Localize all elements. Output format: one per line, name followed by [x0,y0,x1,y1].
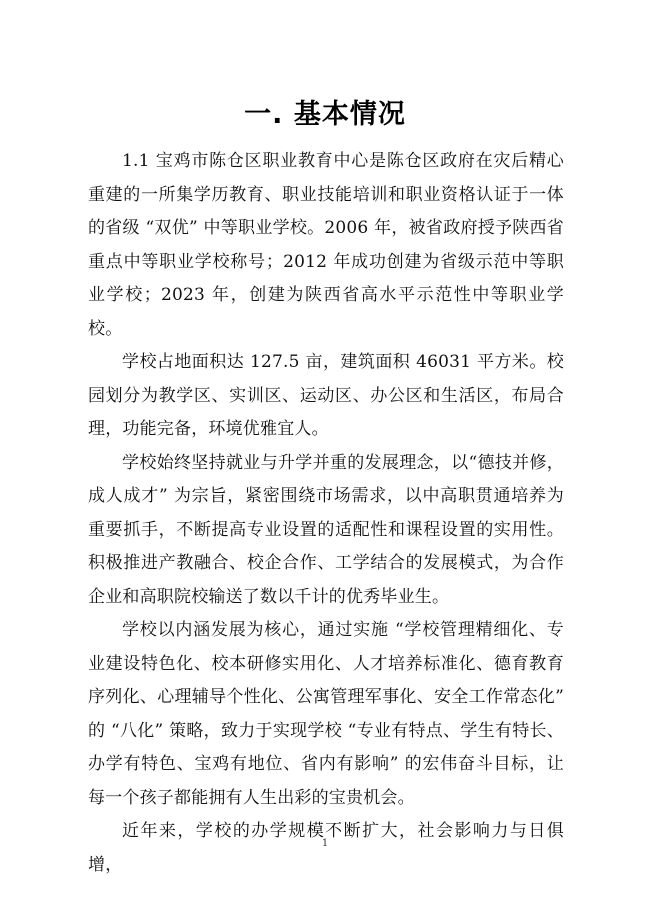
section-title: 一. 基本情况 [244,99,406,130]
body-text [88,145,564,882]
page-number: 1 [321,838,329,849]
paragraph-intro: 1.1 宝鸡市陈仓区职业教育中心是陈仓区政府在灾后精心重建的一所集学历教育、职业技能培训和职业资格认证于一体的省级 “双优” 中等职业学校。2006 年，被省政府授予陕西省重点中等职业学校称号；2012 年成功创建为省级示范中等职业学校；2023 年，创建为陕西省高水平示范性中等职业学校。 [88,151,564,339]
paragraph-philosophy: 学校始终坚持就业与升学并重的发展理念，以“德技并修，成人成才” 为宗旨，紧密围绕市场需求，以中高职贯通培养为重要抓手，不断提高专业设置的适配性和课程设置的实用性。积极推进产教融合、校企合作、工学结合的发展模式，为合作企业和高职院校输送了数以千计的优秀毕业生。 [88,452,564,607]
paragraph-campus: 学校占地面积达 127.5 亩，建筑面积 46031 平方米。校园划分为教学区、实训区、运动区、办公区和生活区，布局合理，功能完备，环境优雅宜人。 [88,352,564,439]
paragraph-strategy: 学校以内涵发展为核心，通过实施 “学校管理精细化、专业建设特色化、校本研修实用化、人才培养标准化、德育教育序列化、心理辅导个性化、公寓管理军事化、安全工作常态化” 的 “八化” 策略，致力于实现学校 “专业有特点、学生有特长、办学有特色、宝鸡有地位、省内有影响” 的宏伟奋斗目标，让每一个孩子都能拥有人生出彩的宝贵机会。 [88,620,564,808]
paragraph-recent: 近年来，学校的办学规模不断扩大，社会影响力与日俱增， [88,821,564,875]
